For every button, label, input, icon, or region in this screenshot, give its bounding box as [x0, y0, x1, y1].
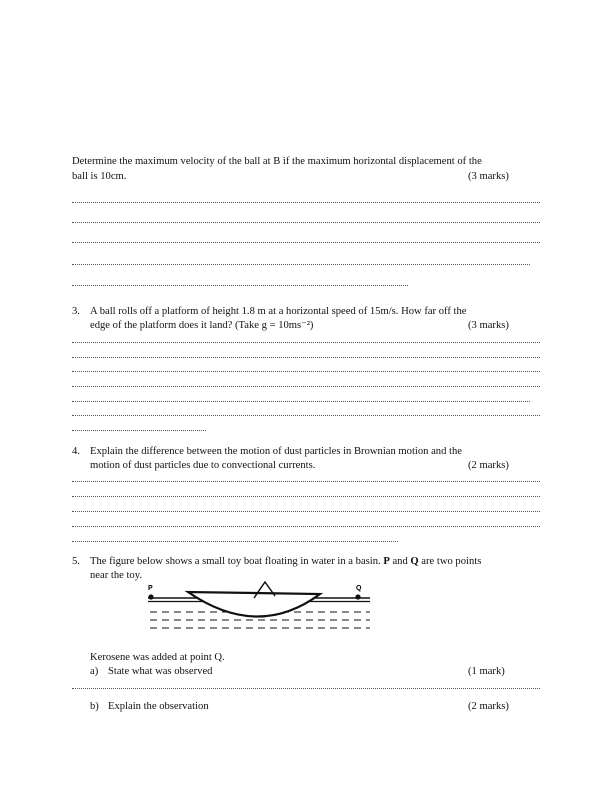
answer-line[interactable] — [72, 357, 540, 358]
figure-label-q: Q — [356, 585, 362, 592]
q5a-text: State what was observed — [108, 666, 213, 677]
answer-line[interactable] — [72, 430, 206, 431]
figure-label-p: P — [148, 585, 153, 592]
answer-line[interactable] — [72, 511, 540, 512]
q5-and: and — [389, 556, 411, 567]
q5-line-1 — [90, 555, 481, 569]
answer-line[interactable] — [72, 526, 540, 527]
answer-line[interactable] — [72, 496, 540, 497]
q5-kerosene: Kerosene was added at point Q. — [90, 652, 225, 663]
answer-line[interactable] — [72, 386, 540, 387]
q4-number: 4. — [72, 446, 80, 457]
q4-marks: (2 marks) — [468, 460, 509, 471]
q5-number: 5. — [72, 556, 80, 567]
toy-boat-figure — [140, 580, 375, 635]
point-q-label: Q — [410, 556, 419, 567]
q5-line-1-a: The figure below shows a small toy boat floating in water in a basin. — [90, 556, 384, 567]
q3-marks: (3 marks) — [468, 320, 509, 331]
answer-line[interactable] — [72, 222, 540, 223]
q5b-text: Explain the observation — [108, 701, 209, 712]
answer-line[interactable] — [72, 401, 530, 402]
answer-line[interactable] — [72, 264, 530, 265]
answer-line[interactable] — [72, 242, 540, 243]
q5b-label: b) — [90, 701, 99, 712]
q4-line-2: motion of dust particles due to convectional currents. — [90, 460, 316, 471]
intro-line-1: Determine the maximum velocity of the ball at B if the maximum horizontal displacement of the — [72, 156, 482, 167]
q4-line-1: Explain the difference between the motion of dust particles in Brownian motion and the — [90, 446, 462, 457]
answer-line[interactable] — [72, 202, 540, 203]
answer-line[interactable] — [72, 415, 540, 416]
answer-line[interactable] — [72, 481, 540, 482]
q5a-label: a) — [90, 666, 99, 677]
q3-line-2: edge of the platform does it land? (Take g = 10ms⁻²) — [90, 320, 314, 331]
answer-line[interactable] — [72, 541, 398, 542]
intro-marks: (3 marks) — [468, 171, 509, 182]
point-p-label: P — [383, 556, 390, 567]
q5a-marks: (1 mark) — [468, 666, 505, 677]
q5b-marks: (2 marks) — [468, 701, 509, 712]
q5-line-1-b: are two points — [418, 556, 482, 567]
boat-hull — [188, 592, 320, 617]
answer-line[interactable] — [72, 688, 540, 689]
answer-line[interactable] — [72, 285, 408, 286]
q3-line-1: A ball rolls off a platform of height 1.8 m at a horizontal speed of 15m/s. How far off the — [90, 306, 467, 317]
answer-line[interactable] — [72, 342, 540, 343]
point-q-dot — [355, 594, 360, 599]
q5-line-2: near the toy. — [90, 570, 142, 581]
point-p-dot — [148, 594, 153, 599]
intro-line-2: ball is 10cm. — [72, 171, 127, 182]
answer-line[interactable] — [72, 371, 540, 372]
q3-number: 3. — [72, 306, 80, 317]
